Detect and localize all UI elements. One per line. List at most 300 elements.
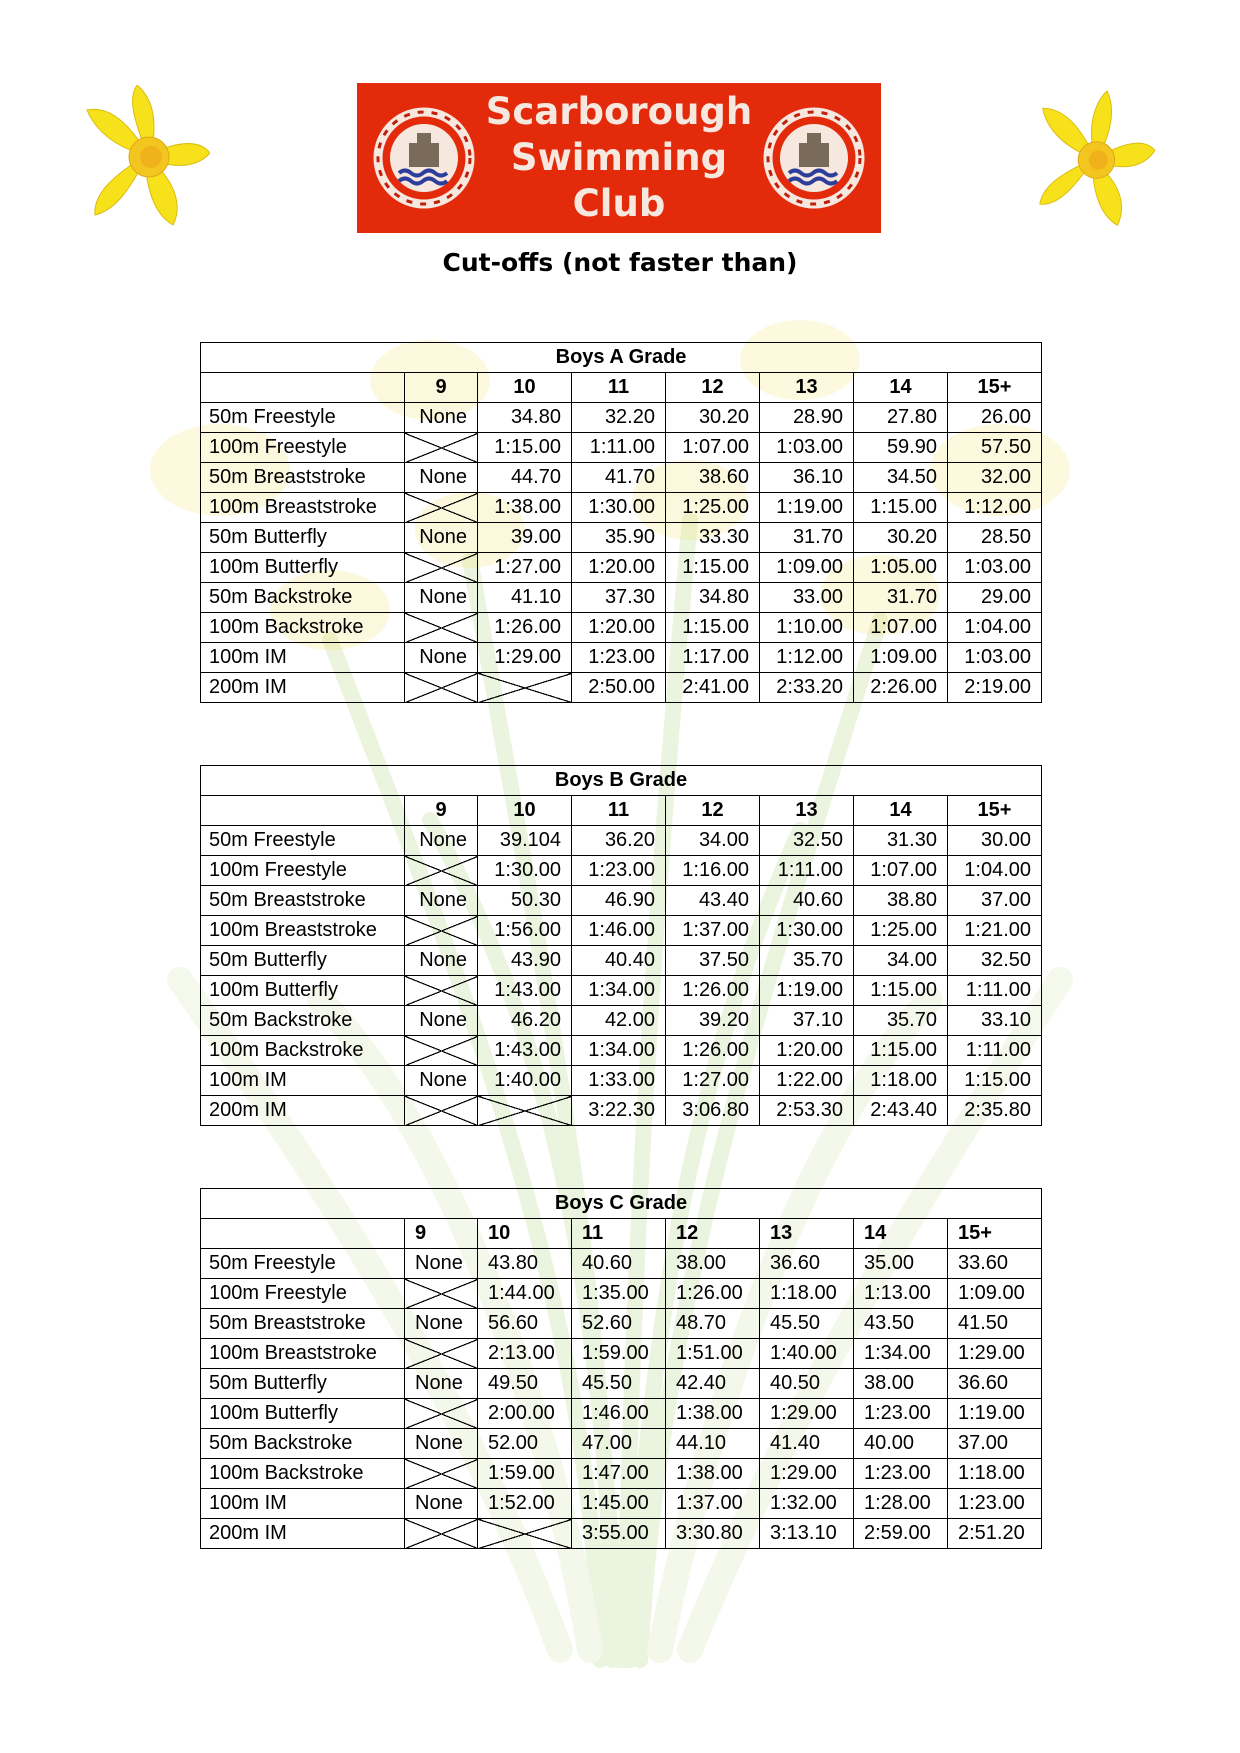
grade-table-c [200, 1188, 1042, 1549]
event-name: 50m Backstroke [201, 583, 405, 613]
time-cell: 1:17.00 [666, 643, 760, 673]
time-cell: 1:21.00 [948, 916, 1042, 946]
age-header: 11 [572, 373, 666, 403]
event-header-blank [201, 373, 405, 403]
table-row [201, 1279, 1042, 1309]
time-cell: 1:19.00 [760, 493, 854, 523]
age-header: 10 [478, 1219, 572, 1249]
time-cell: 1:15.00 [854, 493, 948, 523]
time-cell: 52.60 [572, 1309, 666, 1339]
table-row [201, 1459, 1042, 1489]
time-cell: None [405, 403, 478, 433]
table-row [201, 493, 1042, 523]
not-applicable-cell [405, 493, 478, 523]
time-cell: 33.60 [948, 1249, 1042, 1279]
table-row [201, 916, 1042, 946]
time-cell: 40.50 [760, 1369, 854, 1399]
time-cell: 42.00 [572, 1006, 666, 1036]
time-cell: 32.00 [948, 463, 1042, 493]
time-cell: 1:38.00 [666, 1459, 760, 1489]
time-cell: 38.60 [666, 463, 760, 493]
time-cell: 37.30 [572, 583, 666, 613]
time-cell: 1:15.00 [666, 613, 760, 643]
table-row [201, 1309, 1042, 1339]
table-row [201, 826, 1042, 856]
club-crest-icon [759, 103, 869, 213]
table-row [201, 583, 1042, 613]
time-cell: 40.40 [572, 946, 666, 976]
table-row [201, 433, 1042, 463]
event-name: 50m Freestyle [201, 403, 405, 433]
time-cell: None [405, 946, 478, 976]
time-cell: 31.30 [854, 826, 948, 856]
table-row [201, 1006, 1042, 1036]
time-cell: 3:30.80 [666, 1519, 760, 1549]
not-applicable-cell [405, 976, 478, 1006]
table-row [201, 1519, 1042, 1549]
time-cell: 1:03.00 [948, 643, 1042, 673]
not-applicable-cell [405, 1519, 478, 1549]
age-header: 11 [572, 1219, 666, 1249]
time-cell: 59.90 [854, 433, 948, 463]
not-applicable-cell [405, 1279, 478, 1309]
not-applicable-cell [405, 1399, 478, 1429]
time-cell: 32.50 [760, 826, 854, 856]
time-cell: 43.90 [478, 946, 572, 976]
time-cell: 1:26.00 [478, 613, 572, 643]
time-cell: 1:46.00 [572, 916, 666, 946]
age-header: 13 [760, 796, 854, 826]
event-name: 100m Breaststroke [201, 493, 405, 523]
table-row [201, 1036, 1042, 1066]
time-cell: 31.70 [760, 523, 854, 553]
age-header: 15+ [948, 796, 1042, 826]
time-cell: 2:19.00 [948, 673, 1042, 703]
time-cell: 44.10 [666, 1429, 760, 1459]
time-cell: 38.00 [854, 1369, 948, 1399]
time-cell: 1:11.00 [948, 1036, 1042, 1066]
time-cell: 1:27.00 [666, 1066, 760, 1096]
time-cell: 1:34.00 [572, 976, 666, 1006]
age-header: 9 [405, 373, 478, 403]
time-cell: 1:32.00 [760, 1489, 854, 1519]
time-cell: 1:05.00 [854, 553, 948, 583]
table-row [201, 886, 1042, 916]
time-cell: None [405, 886, 478, 916]
table-row [201, 976, 1042, 1006]
time-cell: 1:11.00 [572, 433, 666, 463]
event-name: 100m Backstroke [201, 1459, 405, 1489]
time-cell: 35.70 [854, 1006, 948, 1036]
time-cell: 2:43.40 [854, 1096, 948, 1126]
event-name: 100m Backstroke [201, 1036, 405, 1066]
time-cell: 34.80 [478, 403, 572, 433]
time-cell: 40.60 [760, 886, 854, 916]
event-name: 50m Breaststroke [201, 886, 405, 916]
time-cell: 50.30 [478, 886, 572, 916]
time-cell: 42.40 [666, 1369, 760, 1399]
time-cell: 2:26.00 [854, 673, 948, 703]
age-header: 14 [854, 796, 948, 826]
grade-table-b [200, 765, 1042, 1126]
page-title: Cut-offs (not faster than) [442, 248, 798, 277]
time-cell: 3:55.00 [572, 1519, 666, 1549]
time-cell: 1:15.00 [948, 1066, 1042, 1096]
event-name: 50m Breaststroke [201, 1309, 405, 1339]
time-cell: 45.50 [572, 1369, 666, 1399]
time-cell: 1:15.00 [666, 553, 760, 583]
time-cell: 1:20.00 [760, 1036, 854, 1066]
time-cell: 1:29.00 [948, 1339, 1042, 1369]
event-name: 100m Breaststroke [201, 916, 405, 946]
time-cell: None [405, 826, 478, 856]
age-header: 12 [666, 373, 760, 403]
time-cell: 3:13.10 [760, 1519, 854, 1549]
time-cell: 40.00 [854, 1429, 948, 1459]
time-cell: 36.60 [760, 1249, 854, 1279]
time-cell: 1:13.00 [854, 1279, 948, 1309]
daffodil-left-icon [85, 85, 210, 230]
time-cell: None [405, 1249, 478, 1279]
time-cell: 44.70 [478, 463, 572, 493]
time-cell: 3:06.80 [666, 1096, 760, 1126]
time-cell: 1:43.00 [478, 976, 572, 1006]
time-cell: 56.60 [478, 1309, 572, 1339]
time-cell: 2:00.00 [478, 1399, 572, 1429]
time-cell: None [405, 1489, 478, 1519]
time-cell: 1:23.00 [854, 1399, 948, 1429]
time-cell: 1:28.00 [854, 1489, 948, 1519]
time-cell: 1:29.00 [760, 1399, 854, 1429]
time-cell: 30.20 [666, 403, 760, 433]
event-name: 100m Freestyle [201, 1279, 405, 1309]
not-applicable-cell [405, 916, 478, 946]
time-cell: 43.80 [478, 1249, 572, 1279]
time-cell: 34.80 [666, 583, 760, 613]
time-cell: 1:40.00 [478, 1066, 572, 1096]
time-cell: 1:18.00 [948, 1459, 1042, 1489]
table-row [201, 856, 1042, 886]
time-cell: 1:19.00 [760, 976, 854, 1006]
time-cell: None [405, 523, 478, 553]
time-cell: 1:33.00 [572, 1066, 666, 1096]
time-cell: 1:07.00 [854, 856, 948, 886]
event-name: 100m Freestyle [201, 856, 405, 886]
time-cell: 1:18.00 [760, 1279, 854, 1309]
time-cell: 38.00 [666, 1249, 760, 1279]
event-name: 50m Freestyle [201, 826, 405, 856]
time-cell: 1:46.00 [572, 1399, 666, 1429]
time-cell: 1:51.00 [666, 1339, 760, 1369]
time-cell: None [405, 1429, 478, 1459]
time-cell: 35.90 [572, 523, 666, 553]
event-name: 50m Butterfly [201, 523, 405, 553]
time-cell: 2:13.00 [478, 1339, 572, 1369]
time-cell: 1:16.00 [666, 856, 760, 886]
time-cell: 35.00 [854, 1249, 948, 1279]
time-cell: 30.00 [948, 826, 1042, 856]
age-header-row [201, 1219, 1042, 1249]
table-row [201, 1429, 1042, 1459]
event-name: 100m Butterfly [201, 1399, 405, 1429]
time-cell: 41.40 [760, 1429, 854, 1459]
not-applicable-cell [405, 1036, 478, 1066]
time-cell: 37.50 [666, 946, 760, 976]
club-banner [357, 83, 881, 233]
age-header: 9 [405, 1219, 478, 1249]
time-cell: 34.50 [854, 463, 948, 493]
time-cell: 1:37.00 [666, 916, 760, 946]
time-cell: 36.20 [572, 826, 666, 856]
table-row [201, 1489, 1042, 1519]
age-header: 12 [666, 796, 760, 826]
time-cell: None [405, 1006, 478, 1036]
table-row [201, 523, 1042, 553]
event-name: 100m Butterfly [201, 976, 405, 1006]
event-name: 50m Backstroke [201, 1006, 405, 1036]
age-header: 14 [854, 373, 948, 403]
time-cell: 1:26.00 [666, 1279, 760, 1309]
time-cell: 1:34.00 [854, 1339, 948, 1369]
time-cell: 1:45.00 [572, 1489, 666, 1519]
time-cell: 1:43.00 [478, 1036, 572, 1066]
event-name: 50m Butterfly [201, 946, 405, 976]
time-cell: 1:29.00 [478, 643, 572, 673]
not-applicable-cell [478, 1096, 572, 1126]
time-cell: 40.60 [572, 1249, 666, 1279]
time-cell: 1:23.00 [572, 643, 666, 673]
time-cell: 1:23.00 [572, 856, 666, 886]
event-name: 200m IM [201, 1096, 405, 1126]
time-cell: 1:09.00 [854, 643, 948, 673]
age-header: 10 [478, 373, 572, 403]
event-header-blank [201, 1219, 405, 1249]
age-header: 15+ [948, 1219, 1042, 1249]
time-cell: 1:07.00 [854, 613, 948, 643]
not-applicable-cell [405, 673, 478, 703]
time-cell: 1:30.00 [760, 916, 854, 946]
table-row [201, 1249, 1042, 1279]
table-row [201, 1339, 1042, 1369]
time-cell: 37.00 [948, 1429, 1042, 1459]
age-header: 14 [854, 1219, 948, 1249]
grade-table-a [200, 342, 1042, 703]
time-cell: 1:09.00 [760, 553, 854, 583]
time-cell: 41.70 [572, 463, 666, 493]
time-cell: 1:47.00 [572, 1459, 666, 1489]
time-cell: 41.10 [478, 583, 572, 613]
event-name: 50m Backstroke [201, 1429, 405, 1459]
event-name: 200m IM [201, 1519, 405, 1549]
not-applicable-cell [405, 1096, 478, 1126]
event-name: 200m IM [201, 673, 405, 703]
time-cell: None [405, 1066, 478, 1096]
time-cell: 1:18.00 [854, 1066, 948, 1096]
time-cell: 1:38.00 [478, 493, 572, 523]
age-header: 10 [478, 796, 572, 826]
time-cell: 31.70 [854, 583, 948, 613]
age-header: 15+ [948, 373, 1042, 403]
not-applicable-cell [405, 433, 478, 463]
time-cell: 1:10.00 [760, 613, 854, 643]
time-cell: 27.80 [854, 403, 948, 433]
time-cell: 33.10 [948, 1006, 1042, 1036]
age-header-row [201, 796, 1042, 826]
time-cell: 1:19.00 [948, 1399, 1042, 1429]
time-cell: 1:15.00 [854, 976, 948, 1006]
time-cell: 1:40.00 [760, 1339, 854, 1369]
age-header: 13 [760, 373, 854, 403]
event-name: 100m IM [201, 1489, 405, 1519]
not-applicable-cell [478, 673, 572, 703]
time-cell: 1:37.00 [666, 1489, 760, 1519]
time-cell: 35.70 [760, 946, 854, 976]
time-cell: 1:03.00 [760, 433, 854, 463]
table-row [201, 1066, 1042, 1096]
event-name: 100m Freestyle [201, 433, 405, 463]
time-cell: 52.00 [478, 1429, 572, 1459]
time-cell: 46.20 [478, 1006, 572, 1036]
time-cell: 2:51.20 [948, 1519, 1042, 1549]
time-cell: 1:26.00 [666, 1036, 760, 1066]
time-cell: 1:12.00 [948, 493, 1042, 523]
time-cell: 1:04.00 [948, 613, 1042, 643]
time-cell: 38.80 [854, 886, 948, 916]
age-header-row [201, 373, 1042, 403]
time-cell: 26.00 [948, 403, 1042, 433]
time-cell: 1:12.00 [760, 643, 854, 673]
time-cell: 34.00 [666, 826, 760, 856]
grade-title: Boys B Grade [201, 766, 1042, 796]
time-cell: 1:09.00 [948, 1279, 1042, 1309]
table-row [201, 643, 1042, 673]
time-cell: None [405, 643, 478, 673]
time-cell: 1:34.00 [572, 1036, 666, 1066]
grade-title: Boys C Grade [201, 1189, 1042, 1219]
time-cell: 2:35.80 [948, 1096, 1042, 1126]
event-name: 100m IM [201, 643, 405, 673]
club-name: Scarborough Swimming Club [485, 90, 753, 225]
event-name: 100m Butterfly [201, 553, 405, 583]
table-row [201, 463, 1042, 493]
time-cell: 48.70 [666, 1309, 760, 1339]
time-cell: 3:22.30 [572, 1096, 666, 1126]
time-cell: 32.50 [948, 946, 1042, 976]
time-cell: 1:52.00 [478, 1489, 572, 1519]
time-cell: 1:11.00 [760, 856, 854, 886]
time-cell: 39.20 [666, 1006, 760, 1036]
not-applicable-cell [405, 1459, 478, 1489]
time-cell: 1:20.00 [572, 553, 666, 583]
time-cell: 41.50 [948, 1309, 1042, 1339]
time-cell: 1:25.00 [666, 493, 760, 523]
time-cell: 37.10 [760, 1006, 854, 1036]
time-cell: 28.50 [948, 523, 1042, 553]
time-cell: 1:22.00 [760, 1066, 854, 1096]
not-applicable-cell [405, 856, 478, 886]
time-cell: 1:30.00 [572, 493, 666, 523]
table-row [201, 553, 1042, 583]
time-cell: 47.00 [572, 1429, 666, 1459]
table-row [201, 1096, 1042, 1126]
time-cell: 34.00 [854, 946, 948, 976]
daffodil-right-icon [1035, 88, 1155, 233]
time-cell: 1:04.00 [948, 856, 1042, 886]
event-name: 50m Freestyle [201, 1249, 405, 1279]
time-cell: 57.50 [948, 433, 1042, 463]
event-name: 100m Breaststroke [201, 1339, 405, 1369]
table-row [201, 1399, 1042, 1429]
time-cell: 1:29.00 [760, 1459, 854, 1489]
time-cell: 37.00 [948, 886, 1042, 916]
table-row [201, 673, 1042, 703]
time-cell: 43.40 [666, 886, 760, 916]
time-cell: 1:59.00 [478, 1459, 572, 1489]
event-name: 50m Breaststroke [201, 463, 405, 493]
time-cell: 1:25.00 [854, 916, 948, 946]
time-cell: 39.00 [478, 523, 572, 553]
time-cell: 2:59.00 [854, 1519, 948, 1549]
time-cell: 1:15.00 [854, 1036, 948, 1066]
time-cell: 33.00 [760, 583, 854, 613]
table-row [201, 1369, 1042, 1399]
time-cell: 32.20 [572, 403, 666, 433]
event-name: 50m Butterfly [201, 1369, 405, 1399]
age-header: 12 [666, 1219, 760, 1249]
table-row [201, 403, 1042, 433]
time-cell: 1:26.00 [666, 976, 760, 1006]
time-cell: 45.50 [760, 1309, 854, 1339]
time-cell: 1:27.00 [478, 553, 572, 583]
time-cell: 1:20.00 [572, 613, 666, 643]
time-cell: 1:35.00 [572, 1279, 666, 1309]
time-cell: 1:38.00 [666, 1399, 760, 1429]
time-cell: 43.50 [854, 1309, 948, 1339]
time-cell: None [405, 583, 478, 613]
time-cell: 2:53.30 [760, 1096, 854, 1126]
time-cell: None [405, 1309, 478, 1339]
time-cell: 2:50.00 [572, 673, 666, 703]
time-cell: 28.90 [760, 403, 854, 433]
age-header: 11 [572, 796, 666, 826]
time-cell: 1:23.00 [854, 1459, 948, 1489]
not-applicable-cell [405, 553, 478, 583]
time-cell: 36.60 [948, 1369, 1042, 1399]
not-applicable-cell [405, 613, 478, 643]
time-cell: None [405, 1369, 478, 1399]
time-cell: 39.104 [478, 826, 572, 856]
time-cell: 49.50 [478, 1369, 572, 1399]
time-cell: 1:03.00 [948, 553, 1042, 583]
time-cell: 1:11.00 [948, 976, 1042, 1006]
time-cell: 30.20 [854, 523, 948, 553]
time-cell: 1:30.00 [478, 856, 572, 886]
time-cell: 2:33.20 [760, 673, 854, 703]
table-row [201, 946, 1042, 976]
time-cell: 1:07.00 [666, 433, 760, 463]
time-cell: 29.00 [948, 583, 1042, 613]
age-header: 13 [760, 1219, 854, 1249]
age-header: 9 [405, 796, 478, 826]
time-cell: 46.90 [572, 886, 666, 916]
time-cell: 36.10 [760, 463, 854, 493]
time-cell: 33.30 [666, 523, 760, 553]
not-applicable-cell [478, 1519, 572, 1549]
time-cell: 1:23.00 [948, 1489, 1042, 1519]
event-name: 100m IM [201, 1066, 405, 1096]
time-cell: None [405, 463, 478, 493]
event-header-blank [201, 796, 405, 826]
